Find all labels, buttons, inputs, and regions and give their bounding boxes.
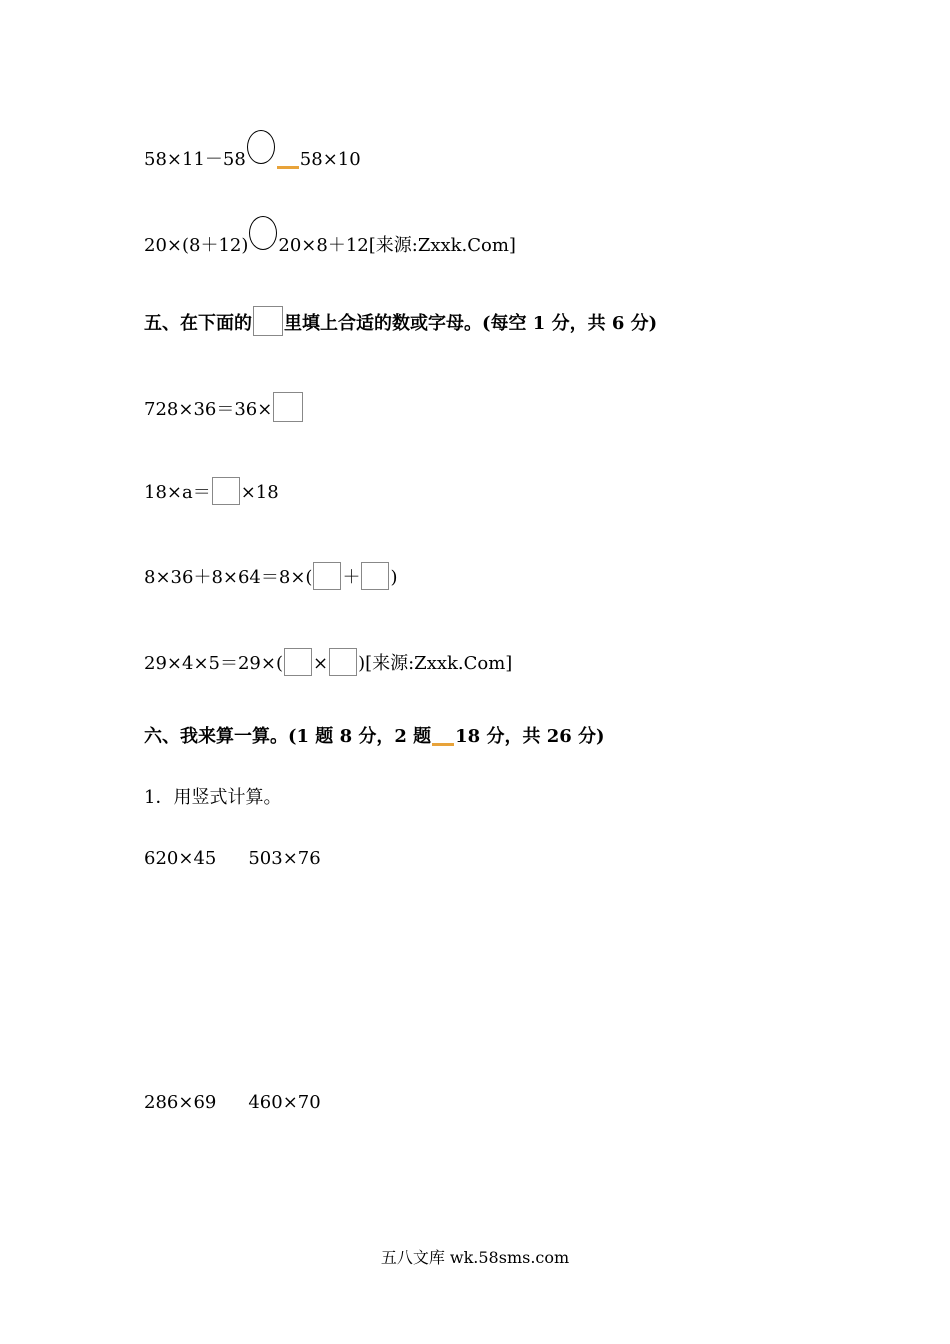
fill-row-1 [144,392,304,422]
calc-problem: 620×45 [144,848,217,869]
equation-right: ×18 [240,482,279,503]
answer-box[interactable] [212,477,240,505]
compare-row-1 [144,138,361,172]
operator: ＋ [342,567,361,588]
section-title-part: 里填上合适的数或字母。(每空 1 分，共 6 分) [284,313,658,334]
fill-row-3 [144,562,397,590]
section-6-title [144,725,605,749]
answer-circle[interactable] [249,216,277,250]
answer-box[interactable] [313,562,341,590]
highlight-mark [432,743,454,746]
equation-left: 728×36＝36× [144,399,273,420]
compare-row-2 [144,224,516,258]
section-title-part: 五、在下面的 [144,313,252,334]
highlight-mark [277,166,299,169]
answer-circle[interactable] [247,130,275,164]
answer-box[interactable] [329,648,357,676]
calc-row-1 [144,847,321,871]
operator: × [312,653,329,674]
calc-problem: 503×76 [248,848,321,869]
subsection-1-title [144,786,281,810]
section-title-part: 六、我来算一算。(1 题 8 分，2 题 [144,726,432,747]
subsection-label: 1．用竖式计算。 [144,787,282,808]
compare-left: 20×(8＋12) [144,235,249,256]
answer-box-example [253,306,283,336]
section-5-title [144,306,657,336]
compare-right: 58×10 [299,149,361,170]
equation-left: 8×36＋8×64＝8×( [144,567,313,588]
equation-left: 18×a＝ [144,482,211,503]
fill-row-4 [144,648,512,676]
equation-right: ) [390,567,398,588]
equation-left: 29×4×5＝29×( [144,653,283,674]
calc-problem: 460×70 [248,1092,321,1113]
calc-problem: 286×69 [144,1092,217,1113]
fill-row-2 [144,477,279,505]
footer-watermark: 五八文库 wk.58sms.com [380,1248,570,1267]
compare-right: 20×8＋12[来源:Zxxk.Com] [278,235,516,256]
answer-box[interactable] [361,562,389,590]
answer-box[interactable] [273,392,303,422]
compare-left: 58×11－58 [144,149,246,170]
equation-right: )[来源:Zxxk.Com] [358,653,513,674]
calc-row-2 [144,1091,321,1115]
section-title-part: 18 分，共 26 分) [455,726,605,747]
answer-box[interactable] [284,648,312,676]
